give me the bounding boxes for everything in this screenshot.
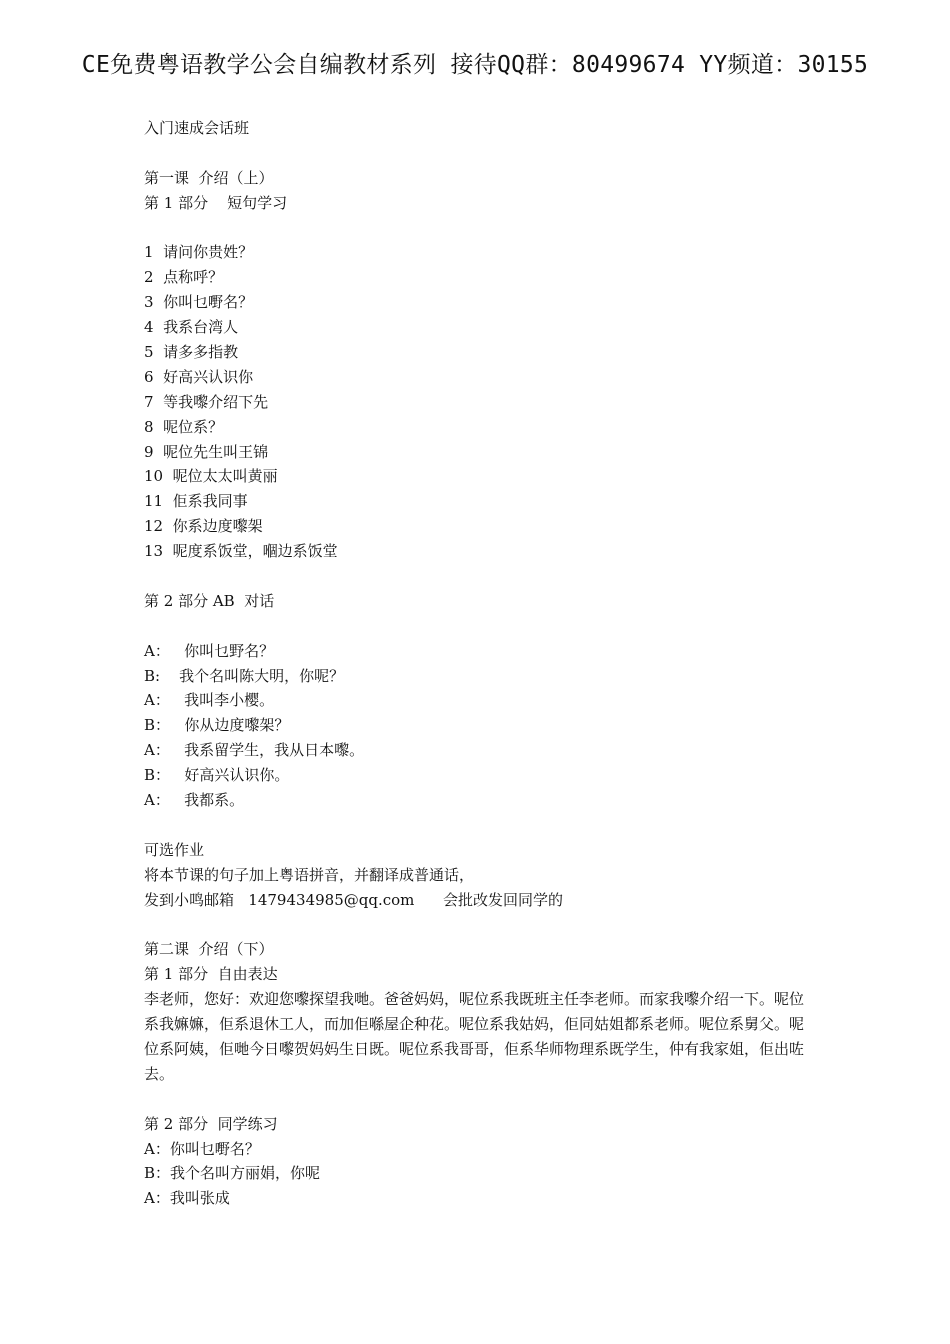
dialogue-line: A： 我系留学生，我从日本嚟。 [144,741,365,760]
lesson2-part1-title: 第 1 部分 自由表达 [144,965,278,984]
lesson2-paragraph: 李老师，您好：欢迎您嚟探望我哋。爸爸妈妈，呢位系我既班主任李老师。而家我嚟介绍一下。呢位系我嫲嫲，佢系退休工人，而加佢喺屋企种花。呢位系我姑妈，佢同姑姐都系老师。呢位系舅父。呢位系阿姨，佢哋今日嚟贺妈妈生日既。呢位系我哥哥，佢系华师物理系既学生，仲有我家姐，佢出咗去。 [144,990,805,1083]
sentence-item: 5 请多多指教 [144,343,239,362]
dialogue-line: B：我个名叫方丽娟，你呢 [144,1164,321,1183]
dialogue-line: A： 你叫乜野名？ [144,641,275,660]
practice-dialogue-list [144,1137,812,1212]
dialogue-line: A：你叫乜嘢名？ [144,1139,260,1158]
sentence-item: 4 我系台湾人 [144,318,239,337]
dialogue-line: B： 你从边度嚟架？ [144,716,290,735]
dialogue-line: A： 我叫李小樱。 [144,691,275,710]
sentence-item: 10 呢位太太叫黄丽 [144,467,278,486]
sentence-item: 9 呢位先生叫王锦 [144,442,269,461]
lesson2-title: 第二课 介绍（下） [144,940,274,959]
page-header: CE免费粤语教学公会自编教材系列 接待QQ群：80499674 YY频道：30155 [81,52,869,78]
sentence-item: 6 好高兴认识你 [144,367,254,386]
sentence-item: 7 等我嚟介绍下先 [144,392,269,411]
sentence-item: 8 呢位系？ [144,417,224,436]
sentence-item: 1 请问你贵姓？ [144,243,254,262]
course-title: 入门速成会话班 [144,119,250,137]
dialogue-line: B： 好高兴认识你。 [144,766,290,785]
sentence-item: 3 你叫乜嘢名？ [144,293,254,312]
lesson1-title: 第一课 介绍（上） [144,168,274,187]
sentence-item: 2 点称呼？ [144,268,224,287]
dialogue-line: A： 我都系。 [144,791,245,810]
lesson1-part1-title: 第 1 部分 短句学习 [144,193,288,212]
dialogue-line: B: 我个名叫陈大明，你呢？ [144,666,345,685]
homework-email-line: 发到小鸣邮箱 1479434985@qq.com 会批改发回同学的 [144,890,563,909]
dialogue-line: A：我叫张成 [144,1189,230,1208]
sentence-list [144,240,812,564]
dialogue-list [144,639,812,813]
sentence-item: 11 佢系我同事 [144,492,248,511]
homework-instruction: 将本节课的句子加上粤语拼音，并翻译成普通话， [144,865,475,884]
sentence-item: 12 你系边度嚟架 [144,517,263,536]
homework-title: 可选作业 [144,840,205,859]
document-body [144,116,812,1211]
lesson2-part2-title: 第 2 部分 同学练习 [144,1114,278,1133]
sentence-item: 13 呢度系饭堂，嗰边系饭堂 [144,542,338,561]
lesson1-part2-title: 第 2 部分 AB 对话 [144,591,275,610]
